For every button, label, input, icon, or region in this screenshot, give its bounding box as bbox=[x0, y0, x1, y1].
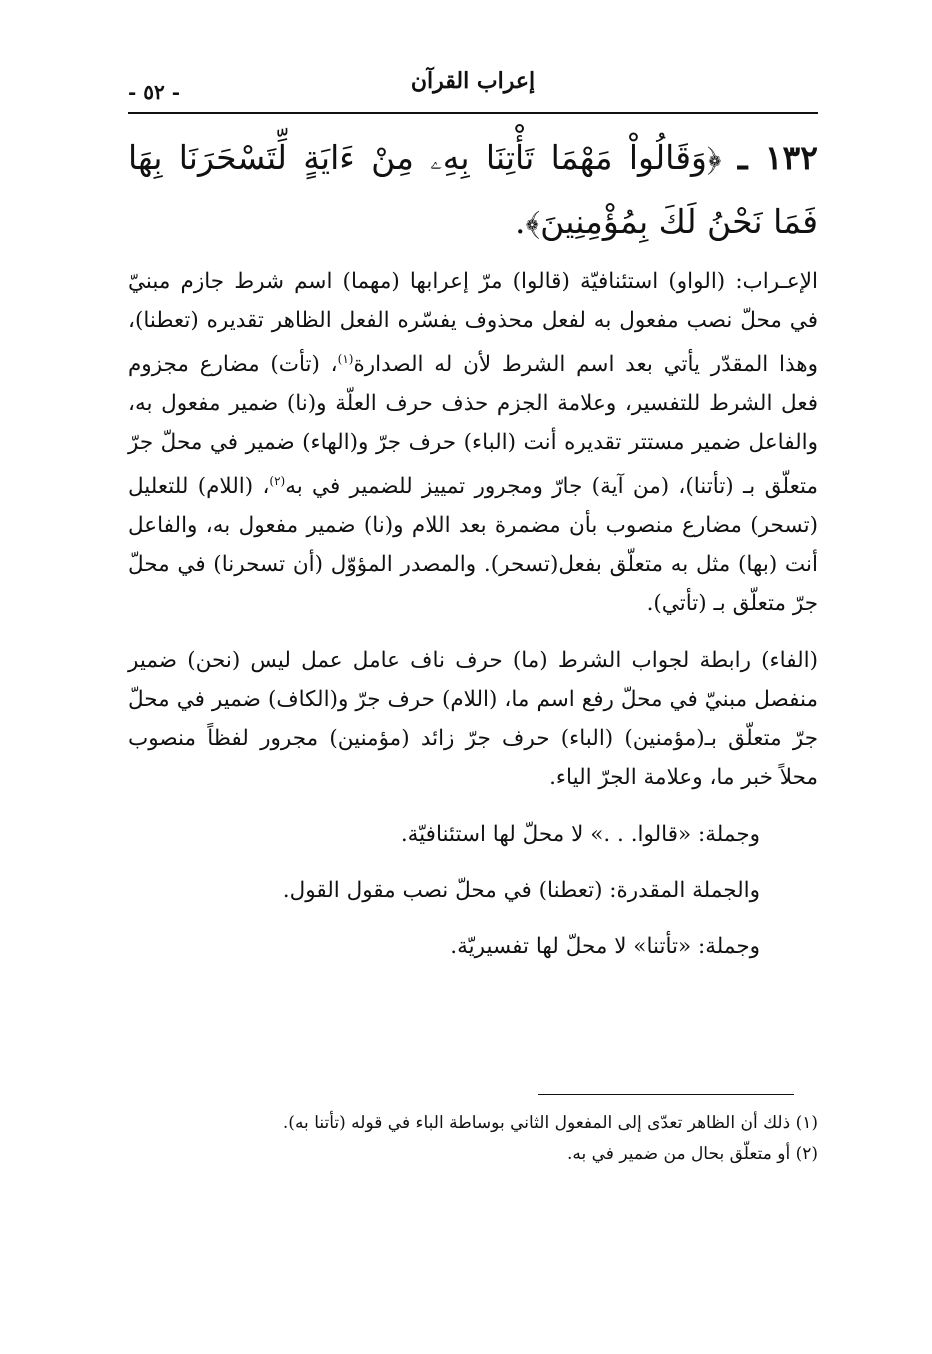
footnote-1: (١) ذلك أن الظاهر تعدّى إلى المفعول الثاني بوساطة الباء في قوله (تأتنا به). bbox=[282, 1113, 818, 1133]
footnote-2: (٢) أو متعلّق بحال من ضمير في به. bbox=[566, 1144, 818, 1164]
paragraph-text: الإعـراب: (الواو) استئنافيّة (قالوا) مرّ إعرابها (مهما) اسم شرط جازم مبنيّ في محلّ نصب مفعول به لفعل محذوف يفسّره الفعل الظاهر تقديره (تعطنا)، وهذا المقدّر يأتي بعد اسم الشرط لأن له الصدارة bbox=[128, 269, 818, 378]
page-header bbox=[128, 62, 818, 106]
quran-verse bbox=[128, 126, 818, 254]
sentence-line-2: والجملة المقدرة: (تعطنا) في محلّ نصب مقول القول. bbox=[282, 878, 760, 904]
page-number: - ٥٢ - bbox=[128, 80, 181, 104]
footnote-separator bbox=[538, 1094, 794, 1095]
running-title: إعراب القرآن bbox=[410, 68, 536, 94]
sentence-line-1: وجملة: «قالوا. . .» لا محلّ لها استئنافيّة. bbox=[400, 822, 760, 848]
sentence-line-3: وجملة: «تأتنا» لا محلّ لها تفسيريّة. bbox=[450, 934, 760, 960]
footnote-ref-1: (١) bbox=[337, 352, 354, 366]
header-rule bbox=[128, 112, 818, 114]
grammar-paragraph-2: (الفاء) رابطة لجواب الشرط (ما) حرف ناف عامل عمل ليس (نحن) ضمير منفصل مبنيّ في محلّ رفع اسم ما، (اللام) حرف جرّ و(الكاف) ضمير في محلّ جرّ متعلّق بـ(مؤمنين) (الباء) حرف جرّ زائد (مؤمنين) مجرور لفظاً منصوب محلاً خبر ما، وعلامة الجرّ الياء. bbox=[128, 648, 818, 791]
verse-number: ١٣٢ ـ bbox=[737, 138, 818, 177]
sentence-analysis bbox=[128, 807, 818, 975]
paragraph-text: ، (تأت) مضارع مجزوم فعل الشرط للتفسير، وعلامة الجزم حذف حرف العلّة و(نا) ضمير مفعول به، والفاعل ضمير مستتر تقديره أنت (الباء) حرف جرّ و(الهاء) ضمير في محلّ جرّ متعلّق بـ (تأتنا)، (من آية) جارّ ومجرور تمييز للضمير في به bbox=[128, 352, 818, 500]
paragraph-text: ، (اللام) للتعليل (تسحر) مضارع منصوب بأن مضمرة بعد اللام و(نا) ضمير مفعول به، والفاعل أنت (بها) مثل به متعلّق بفعل(تسحر). والمصدر المؤوّل (أن تسحرنا) في محلّ جرّ متعلّق بـ (تأتي). bbox=[128, 474, 818, 617]
footnotes bbox=[128, 1108, 818, 1170]
commentary-body bbox=[128, 262, 818, 975]
grammar-paragraph-1 bbox=[128, 262, 818, 623]
footnote-ref-2: (٢) bbox=[269, 474, 286, 489]
verse-text: ﴿وَقَالُواْ مَهْمَا تَأْتِنَا بِهِۦ مِنْ ءَايَةٍ لِّتَسْحَرَنَا بِهَا فَمَا نَحْنُ لَكَ بِمُؤْمِنِينَ﴾. bbox=[128, 138, 818, 241]
